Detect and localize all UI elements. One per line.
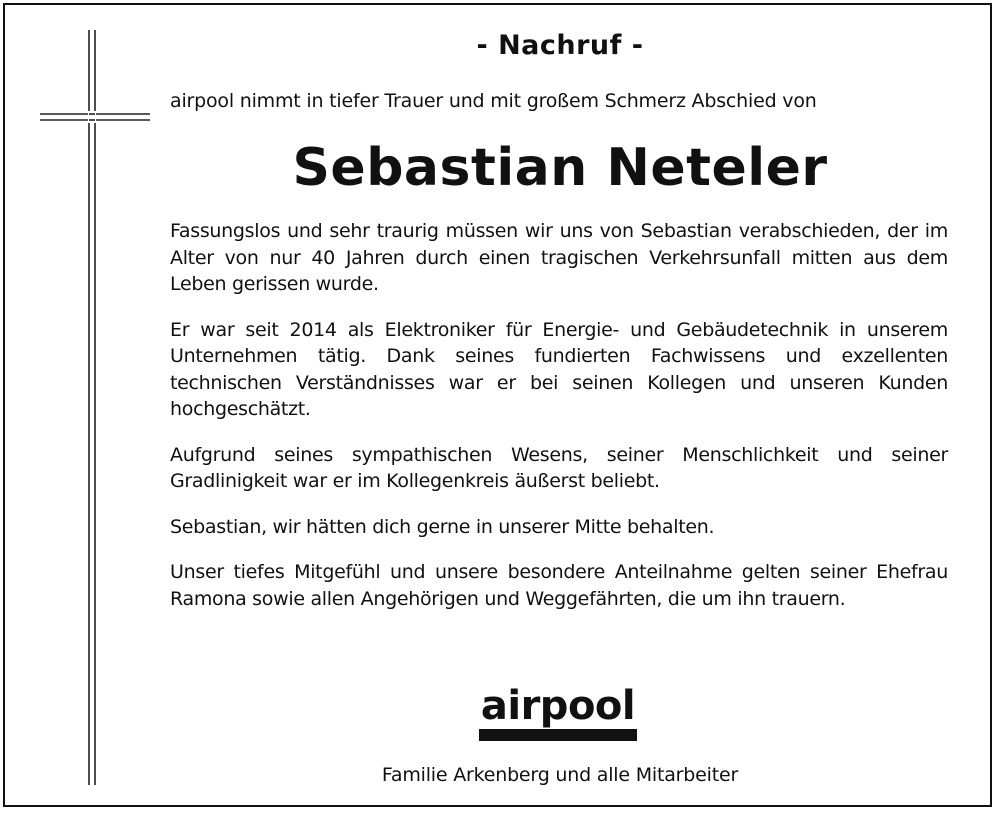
airpool-logo (470, 683, 646, 741)
notice-headline: - Nachruf - (476, 30, 644, 61)
logo-wordmark: airpool (480, 683, 636, 729)
paragraph-career: Er war seit 2014 als Elektroniker für Energie- und Gebäudetechnik in unserem Unternehmen tätig. Dank seines fundierten Fachwissens und exzellenten technischen Verständnisses war er bei seinen Kollegen und unseren Kunden hochgeschätzt. (170, 318, 948, 420)
paragraph-remembrance: Sebastian, wir hätten dich gerne in unserer Mitte behalten. (170, 515, 715, 538)
logo-underline-bar (479, 729, 637, 741)
deceased-name: Sebastian Neteler (292, 138, 828, 198)
paragraph-character: Aufgrund seines sympathischen Wesens, seiner Menschlichkeit und seiner Gradlinigkeit war er im Kollegenkreis äußerst beliebt. (170, 443, 948, 492)
paragraph-farewell: Fassungslos und sehr traurig müssen wir uns von Sebastian verabschieden, der im Alter von nur 40 Jahren durch einen tragischen Verkehrsunfall mitten aus dem Leben gerissen wurde. (170, 220, 948, 295)
intro-line: airpool nimmt in tiefer Trauer und mit großem Schmerz Abschied von (170, 90, 817, 112)
obituary-body (170, 218, 948, 631)
cross-icon (40, 30, 150, 785)
paragraph-condolences: Unser tiefes Mitgefühl und unsere besondere Anteilnahme gelten seiner Ehefrau Ramona sowie allen Angehörigen und Weggefährten, die um ihn trauern. (170, 561, 948, 610)
signature-line: Familie Arkenberg und alle Mitarbeiter (381, 764, 739, 786)
